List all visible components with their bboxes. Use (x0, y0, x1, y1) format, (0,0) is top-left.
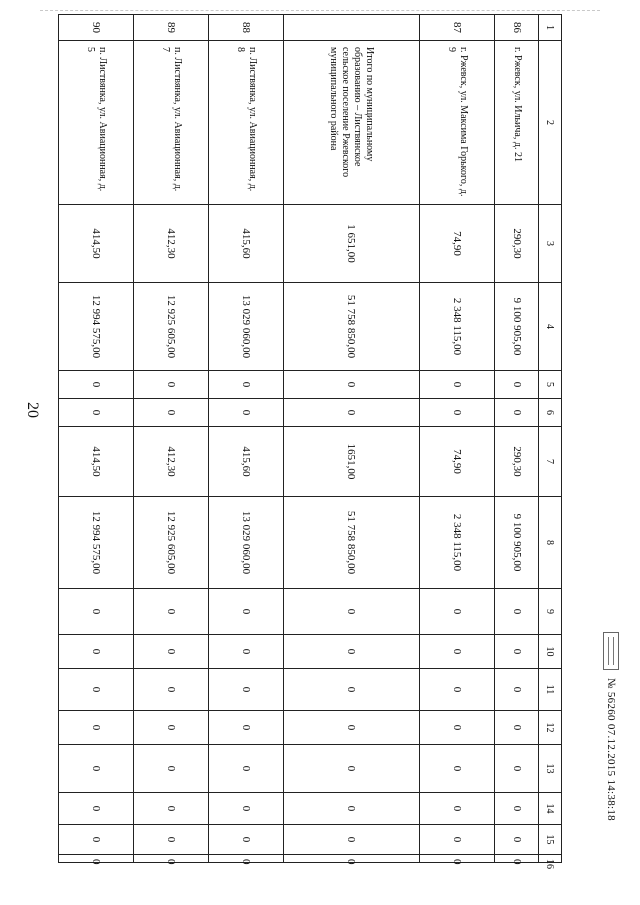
page-number: 20 (24, 402, 41, 418)
column-header: 5 (539, 371, 562, 399)
cell-c4: 13 029 060,00 (208, 283, 283, 371)
column-header: 11 (539, 669, 562, 711)
cell-c12: 0 (420, 711, 495, 745)
cell-c14: 0 (208, 793, 283, 825)
column-header: 16 (539, 855, 562, 863)
cell-c6: 0 (283, 399, 420, 427)
column-header: 6 (539, 399, 562, 427)
column-header: 8 (539, 497, 562, 589)
cell-c13: 0 (283, 745, 420, 793)
column-header: 1 (539, 15, 562, 41)
row-number (283, 15, 420, 41)
registration-stamp-text: № 56260 07.12.2015 14:38:18 (605, 678, 617, 821)
cell-c16: 0 (133, 855, 208, 863)
cell-c16: 0 (208, 855, 283, 863)
row-number: 90 (59, 15, 134, 41)
column-header: 9 (539, 589, 562, 635)
cell-c7: 74,90 (420, 427, 495, 497)
cell-c5: 0 (59, 371, 134, 399)
cell-c10: 0 (283, 635, 420, 669)
cell-c4: 12 925 605,00 (133, 283, 208, 371)
cell-c6: 0 (208, 399, 283, 427)
column-header: 12 (539, 711, 562, 745)
row-number: 89 (133, 15, 208, 41)
table-row (495, 15, 539, 863)
cell-c9: 0 (208, 589, 283, 635)
cell-c11: 0 (495, 669, 539, 711)
row-address: п. Листвянка, ул. Авиационная, д. 5 (59, 41, 134, 205)
column-header: 7 (539, 427, 562, 497)
cell-c13: 0 (420, 745, 495, 793)
table-row (59, 15, 134, 863)
cell-c15: 0 (420, 825, 495, 855)
row-address: п. Листвянка, ул. Авиационная, д. 7 (133, 41, 208, 205)
cell-c5: 0 (420, 371, 495, 399)
cell-c10: 0 (133, 635, 208, 669)
cell-c15: 0 (59, 825, 134, 855)
cell-c3: 290,30 (495, 205, 539, 283)
data-table (58, 14, 562, 869)
cell-c13: 0 (495, 745, 539, 793)
cell-c9: 0 (283, 589, 420, 635)
column-header: 4 (539, 283, 562, 371)
cell-c16: 0 (59, 855, 134, 863)
cell-c11: 0 (133, 669, 208, 711)
cell-c6: 0 (495, 399, 539, 427)
registration-stamp-inner (596, 632, 626, 876)
cell-c6: 0 (59, 399, 134, 427)
cell-c10: 0 (59, 635, 134, 669)
cell-c11: 0 (208, 669, 283, 711)
cell-c12: 0 (133, 711, 208, 745)
cell-c6: 0 (420, 399, 495, 427)
cell-c7: 414,50 (59, 427, 134, 497)
column-header: 15 (539, 825, 562, 855)
cell-c11: 0 (420, 669, 495, 711)
cell-c15: 0 (208, 825, 283, 855)
cell-c15: 0 (133, 825, 208, 855)
cell-c7: 290,30 (495, 427, 539, 497)
cell-c5: 0 (283, 371, 420, 399)
row-address: п. Листвянка, ул. Авиационная, д. 8 (208, 41, 283, 205)
cell-c4: 12 994 575,00 (59, 283, 134, 371)
column-header: 13 (539, 745, 562, 793)
rotated-table-wrapper (58, 14, 562, 869)
rotated-table-container (58, 14, 562, 869)
cell-c15: 0 (283, 825, 420, 855)
table-header-row (539, 15, 562, 863)
cell-c3: 412,30 (133, 205, 208, 283)
cell-c14: 0 (420, 793, 495, 825)
cell-c7: 415,60 (208, 427, 283, 497)
cell-c4: 9 100 905,00 (495, 283, 539, 371)
cell-c13: 0 (208, 745, 283, 793)
cell-c11: 0 (59, 669, 134, 711)
cell-c11: 0 (283, 669, 420, 711)
cell-c5: 0 (208, 371, 283, 399)
cell-c5: 0 (495, 371, 539, 399)
cell-c8: 51 758 850,00 (283, 497, 420, 589)
cell-c14: 0 (133, 793, 208, 825)
registry-seal-icon (603, 632, 619, 670)
row-address: Итого по муниципальному образованию – Листвянское сельское поселение Ржевского муниципального района (283, 41, 420, 205)
cell-c16: 0 (283, 855, 420, 863)
cell-c8: 12 994 575,00 (59, 497, 134, 589)
registration-stamp (596, 632, 626, 876)
column-header: 3 (539, 205, 562, 283)
cell-c9: 0 (59, 589, 134, 635)
cell-c8: 9 100 905,00 (495, 497, 539, 589)
table-row (420, 15, 495, 863)
row-number: 86 (495, 15, 539, 41)
cell-c13: 0 (133, 745, 208, 793)
cell-c6: 0 (133, 399, 208, 427)
row-address: г. Ржевск, ул. Максима Горького, д. 9 (420, 41, 495, 205)
cell-c16: 0 (420, 855, 495, 863)
cell-c14: 0 (59, 793, 134, 825)
cell-c12: 0 (283, 711, 420, 745)
column-header: 14 (539, 793, 562, 825)
cell-c10: 0 (420, 635, 495, 669)
row-number: 88 (208, 15, 283, 41)
row-address: г. Ржевск, ул. Ильича, д. 21 (495, 41, 539, 205)
table-row (133, 15, 208, 863)
cell-c7: 1651,00 (283, 427, 420, 497)
cell-c10: 0 (208, 635, 283, 669)
cell-c8: 2 348 115,00 (420, 497, 495, 589)
cell-c9: 0 (133, 589, 208, 635)
cell-c4: 51 758 850,00 (283, 283, 420, 371)
table-row (208, 15, 283, 863)
cell-c3: 74,90 (420, 205, 495, 283)
cell-c8: 12 925 605,00 (133, 497, 208, 589)
page-top-rule (40, 10, 600, 11)
cell-c3: 415,60 (208, 205, 283, 283)
table-row-subtotal (283, 15, 420, 863)
cell-c10: 0 (495, 635, 539, 669)
cell-c15: 0 (495, 825, 539, 855)
cell-c14: 0 (283, 793, 420, 825)
cell-c14: 0 (495, 793, 539, 825)
cell-c3: 1 651,00 (283, 205, 420, 283)
cell-c12: 0 (208, 711, 283, 745)
cell-c9: 0 (420, 589, 495, 635)
cell-c9: 0 (495, 589, 539, 635)
column-header: 2 (539, 41, 562, 205)
cell-c4: 2 348 115,00 (420, 283, 495, 371)
cell-c16: 0 (495, 855, 539, 863)
cell-c8: 13 029 060,00 (208, 497, 283, 589)
cell-c13: 0 (59, 745, 134, 793)
column-header: 10 (539, 635, 562, 669)
cell-c7: 412,30 (133, 427, 208, 497)
row-number: 87 (420, 15, 495, 41)
cell-c12: 0 (495, 711, 539, 745)
cell-c12: 0 (59, 711, 134, 745)
cell-c5: 0 (133, 371, 208, 399)
cell-c3: 414,50 (59, 205, 134, 283)
